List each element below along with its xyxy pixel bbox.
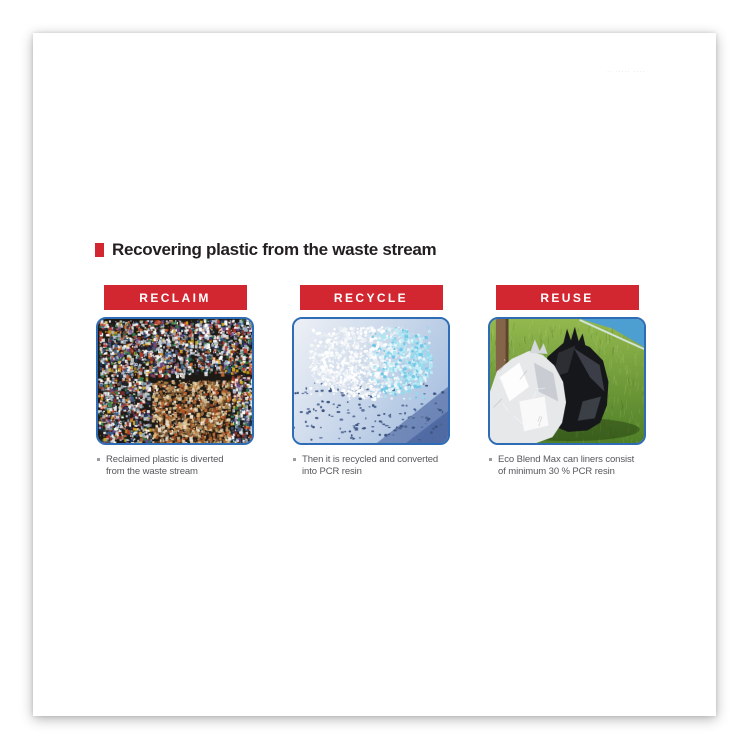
caption-line: Then it is recycled and converted [302,454,439,465]
process-steps [96,285,646,478]
caption-bullet-icon [293,458,296,461]
photo-pcr-resin-pellets [294,319,448,443]
caption-recycle [292,454,450,478]
caption-text [498,454,634,478]
caption-bullet-icon [489,458,492,461]
photo-frame-reuse [488,317,646,445]
caption-line: of minimum 30 % PCR resin [498,466,615,477]
banner-reuse: REUSE [496,285,639,310]
photo-frame-recycle [292,317,450,445]
red-square-bullet-icon [95,243,104,257]
caption-reclaim [96,454,254,478]
caption-text [106,454,223,478]
caption-line: into PCR resin [302,466,362,477]
caption-line: from the waste stream [106,466,198,477]
photo-frame-reclaim [96,317,254,445]
step-reuse [488,285,646,478]
banner-reclaim: RECLAIM [104,285,247,310]
section-title: Recovering plastic from the waste stream [112,240,437,259]
step-recycle [292,285,450,478]
slide-page [33,33,716,716]
caption-bullet-icon [97,458,100,461]
photo-trash-can-liners [490,319,644,443]
banner-recycle: RECYCLE [300,285,443,310]
caption-reuse [488,454,646,478]
caption-text [302,454,438,478]
photo-plastic-bales [98,319,252,443]
step-reclaim [96,285,254,478]
section-title-row [95,240,436,260]
faint-watermark: ·· ····· ···· [607,69,646,75]
caption-line: Eco Blend Max can liners consist [498,454,635,465]
caption-line: Reclaimed plastic is diverted [106,454,224,465]
